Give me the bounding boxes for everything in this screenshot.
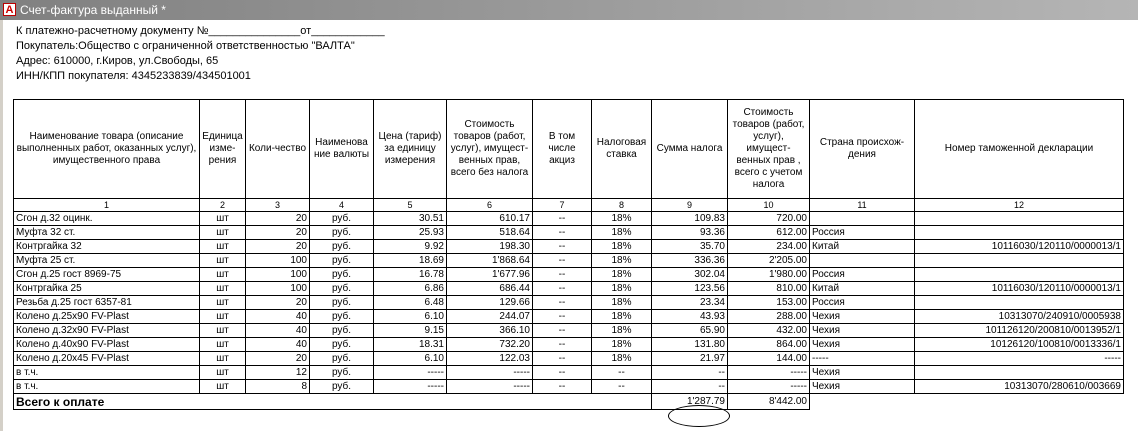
cell-customs-declaration[interactable]	[915, 268, 1124, 282]
highlight-circle	[668, 405, 730, 427]
cell-customs-declaration[interactable]	[915, 296, 1124, 310]
col-number: 7	[533, 199, 592, 212]
cell-customs-declaration[interactable]	[915, 226, 1124, 240]
cell-unit[interactable]: шт	[200, 240, 246, 254]
cell-cost-with-tax[interactable]: 234.00	[728, 240, 810, 254]
cell-country[interactable]: Чехия	[810, 324, 915, 338]
column-number-row	[14, 199, 1124, 212]
cell-customs-declaration[interactable]	[915, 366, 1124, 380]
cell-tax-sum[interactable]: 21.97	[652, 352, 728, 366]
col-header: Номер таможенной декларации	[915, 100, 1124, 199]
cell-country[interactable]: Китай	[810, 240, 915, 254]
cell-quantity[interactable]: 20	[246, 240, 310, 254]
col-number: 4	[310, 199, 374, 212]
cell-cost-with-tax[interactable]: 153.00	[728, 296, 810, 310]
col-header: Коли-чество	[246, 100, 310, 199]
cell-cost-without-tax[interactable]: 122.03	[447, 352, 533, 366]
col-header: Страна происхож-дения	[810, 100, 915, 199]
col-number: 3	[246, 199, 310, 212]
cell-item-name[interactable]: Муфта 32 ст.	[14, 226, 200, 240]
cell-tax-sum[interactable]: 336.36	[652, 254, 728, 268]
cell-cost-with-tax[interactable]: -----	[728, 380, 810, 394]
title-bar[interactable]	[0, 0, 1138, 20]
cell-item-name[interactable]: Колено д.25х90 FV-Plast	[14, 310, 200, 324]
table-row[interactable]	[14, 380, 1124, 394]
cell-unit[interactable]: шт	[200, 212, 246, 226]
document-area	[0, 20, 1138, 431]
cell-unit[interactable]: шт	[200, 338, 246, 352]
cell-currency[interactable]: руб.	[310, 296, 374, 310]
cell-country[interactable]: Россия	[810, 268, 915, 282]
cell-cost-without-tax[interactable]: 129.66	[447, 296, 533, 310]
cell-cost-without-tax[interactable]: 244.07	[447, 310, 533, 324]
cell-item-name[interactable]: Сгон д.32 оцинк.	[14, 212, 200, 226]
cell-excise[interactable]: --	[533, 366, 592, 380]
cell-price[interactable]: 30.51	[374, 212, 447, 226]
cell-cost-without-tax[interactable]: 366.10	[447, 324, 533, 338]
inn-kpp-line: ИНН/КПП покупателя: 4345233839/434501001	[16, 70, 251, 82]
cell-cost-with-tax[interactable]: 144.00	[728, 352, 810, 366]
cell-item-name[interactable]: Сгон д.25 гост 8969-75	[14, 268, 200, 282]
cell-excise[interactable]: --	[533, 310, 592, 324]
table-row[interactable]	[14, 240, 1124, 254]
col-number: 9	[652, 199, 728, 212]
window-left-border	[0, 20, 3, 431]
cell-cost-without-tax[interactable]: 610.17	[447, 212, 533, 226]
cell-excise[interactable]: --	[533, 296, 592, 310]
total-label: Всего к оплате	[14, 394, 652, 410]
cell-country[interactable]: Чехия	[810, 366, 915, 380]
cell-quantity[interactable]: 40	[246, 310, 310, 324]
table-row[interactable]	[14, 254, 1124, 268]
cell-price[interactable]: 18.69	[374, 254, 447, 268]
cell-quantity[interactable]: 12	[246, 366, 310, 380]
cell-cost-without-tax[interactable]: 686.44	[447, 282, 533, 296]
col-number: 12	[915, 199, 1124, 212]
cell-unit[interactable]: шт	[200, 254, 246, 268]
cell-item-name[interactable]: в т.ч.	[14, 366, 200, 380]
cell-excise[interactable]: --	[533, 324, 592, 338]
cell-cost-without-tax[interactable]: -----	[447, 366, 533, 380]
cell-quantity[interactable]: 20	[246, 212, 310, 226]
cell-unit[interactable]: шт	[200, 296, 246, 310]
table-header-row	[14, 100, 1124, 199]
invoice-table	[13, 99, 1124, 410]
cell-item-name[interactable]: Колено д.40х90 FV-Plast	[14, 338, 200, 352]
cell-currency[interactable]: руб.	[310, 310, 374, 324]
cell-unit[interactable]: шт	[200, 226, 246, 240]
cell-price[interactable]: -----	[374, 366, 447, 380]
cell-quantity[interactable]: 8	[246, 380, 310, 394]
cell-tax-sum[interactable]: 131.80	[652, 338, 728, 352]
col-header: Сумма налога	[652, 100, 728, 199]
cell-quantity[interactable]: 20	[246, 296, 310, 310]
cell-tax-sum[interactable]: 123.56	[652, 282, 728, 296]
cell-customs-declaration[interactable]: 10126120/100810/0013336/1	[915, 338, 1124, 352]
cell-customs-declaration[interactable]: 10116030/120110/0000013/1	[915, 240, 1124, 254]
cell-cost-without-tax[interactable]: 732.20	[447, 338, 533, 352]
cell-tax-sum[interactable]: 23.34	[652, 296, 728, 310]
cell-cost-with-tax[interactable]: -----	[728, 366, 810, 380]
cell-cost-without-tax[interactable]: -----	[447, 380, 533, 394]
cell-tax-rate[interactable]: 18%	[592, 310, 652, 324]
cell-customs-declaration[interactable]: 10313070/280610/003669	[915, 380, 1124, 394]
col-header: Наименование товара (описание выполненных работ, оказанных услуг), имущественного права	[14, 100, 200, 199]
cell-tax-sum[interactable]: 65.90	[652, 324, 728, 338]
app-icon: A	[3, 3, 16, 16]
cell-cost-with-tax[interactable]: 864.00	[728, 338, 810, 352]
cell-price[interactable]: 18.31	[374, 338, 447, 352]
cell-unit[interactable]: шт	[200, 310, 246, 324]
cell-currency[interactable]: руб.	[310, 282, 374, 296]
table-row[interactable]	[14, 296, 1124, 310]
address-line: Адрес: 610000, г.Киров, ул.Свободы, 65	[16, 55, 219, 67]
cell-item-name[interactable]: Колено д.20х45 FV-Plast	[14, 352, 200, 366]
cell-excise[interactable]: --	[533, 212, 592, 226]
cell-cost-without-tax[interactable]: 198.30	[447, 240, 533, 254]
cell-tax-rate[interactable]: 18%	[592, 282, 652, 296]
col-header: В том числе акциз	[533, 100, 592, 199]
cell-excise[interactable]: --	[533, 254, 592, 268]
cell-quantity[interactable]: 100	[246, 268, 310, 282]
cell-price[interactable]: 6.10	[374, 352, 447, 366]
cell-cost-with-tax[interactable]: 810.00	[728, 282, 810, 296]
col-number: 2	[200, 199, 246, 212]
cell-excise[interactable]: --	[533, 226, 592, 240]
cell-quantity[interactable]: 100	[246, 254, 310, 268]
cell-currency[interactable]: руб.	[310, 380, 374, 394]
cell-tax-rate[interactable]: --	[592, 380, 652, 394]
cell-country[interactable]: Чехия	[810, 310, 915, 324]
cell-tax-rate[interactable]: 18%	[592, 212, 652, 226]
cell-item-name[interactable]: Муфта 25 ст.	[14, 254, 200, 268]
document-header	[16, 24, 385, 84]
cell-tax-sum[interactable]: 302.04	[652, 268, 728, 282]
cell-tax-rate[interactable]: 18%	[592, 268, 652, 282]
cell-cost-with-tax[interactable]: 612.00	[728, 226, 810, 240]
col-header: Единица изме-рения	[200, 100, 246, 199]
cell-tax-rate[interactable]: 18%	[592, 338, 652, 352]
total-empty	[810, 394, 1124, 410]
cell-customs-declaration[interactable]: 10313070/240910/0005938	[915, 310, 1124, 324]
cell-customs-declaration[interactable]	[915, 254, 1124, 268]
col-header: Стоимость товаров (работ, услуг), имущест-венных прав, всего без налога	[447, 100, 533, 199]
cell-price[interactable]: 9.92	[374, 240, 447, 254]
cell-customs-declaration[interactable]: -----	[915, 352, 1124, 366]
cell-price[interactable]: 6.86	[374, 282, 447, 296]
cell-tax-sum[interactable]: 35.70	[652, 240, 728, 254]
cell-cost-with-tax[interactable]: 2'205.00	[728, 254, 810, 268]
cell-unit[interactable]: шт	[200, 380, 246, 394]
cell-excise[interactable]: --	[533, 268, 592, 282]
cell-currency[interactable]: руб.	[310, 254, 374, 268]
col-number: 10	[728, 199, 810, 212]
total-row	[14, 394, 1124, 410]
cell-cost-with-tax[interactable]: 432.00	[728, 324, 810, 338]
table-row[interactable]	[14, 352, 1124, 366]
cell-unit[interactable]: шт	[200, 268, 246, 282]
table-row[interactable]	[14, 268, 1124, 282]
window-title: Счет-фактура выданный *	[20, 3, 166, 17]
cell-country[interactable]: Китай	[810, 282, 915, 296]
table-row[interactable]	[14, 324, 1124, 338]
table-row[interactable]	[14, 366, 1124, 380]
cell-tax-sum[interactable]: --	[652, 366, 728, 380]
cell-country[interactable]: Чехия	[810, 380, 915, 394]
table-row[interactable]	[14, 226, 1124, 240]
cell-quantity[interactable]: 40	[246, 338, 310, 352]
cell-customs-declaration[interactable]: 101126120/200810/0013952/1	[915, 324, 1124, 338]
cell-item-name[interactable]: Колено д.32х90 FV-Plast	[14, 324, 200, 338]
cell-currency[interactable]: руб.	[310, 240, 374, 254]
col-header: Стоимость товаров (работ, услуг), имущест-венных прав , всего с учетом налога	[728, 100, 810, 199]
cell-quantity[interactable]: 20	[246, 226, 310, 240]
cell-cost-with-tax[interactable]: 1'980.00	[728, 268, 810, 282]
cell-tax-sum[interactable]: 93.36	[652, 226, 728, 240]
cell-item-name[interactable]: Контргайка 32	[14, 240, 200, 254]
cell-tax-rate[interactable]: 18%	[592, 254, 652, 268]
cell-country[interactable]: Россия	[810, 226, 915, 240]
cell-cost-with-tax[interactable]: 720.00	[728, 212, 810, 226]
table-row[interactable]	[14, 310, 1124, 324]
cell-currency[interactable]: руб.	[310, 226, 374, 240]
cell-currency[interactable]: руб.	[310, 338, 374, 352]
cell-unit[interactable]: шт	[200, 282, 246, 296]
col-number: 5	[374, 199, 447, 212]
cell-unit[interactable]: шт	[200, 352, 246, 366]
cell-currency[interactable]: руб.	[310, 366, 374, 380]
cell-tax-rate[interactable]: 18%	[592, 240, 652, 254]
buyer-line: Покупатель:Общество с ограниченной ответственностью "ВАЛТА"	[16, 40, 355, 52]
cell-tax-sum[interactable]: 43.93	[652, 310, 728, 324]
cell-country[interactable]: Чехия	[810, 338, 915, 352]
cell-customs-declaration[interactable]	[915, 212, 1124, 226]
cell-price[interactable]: 16.78	[374, 268, 447, 282]
cell-cost-with-tax[interactable]: 288.00	[728, 310, 810, 324]
payment-doc-line: К платежно-расчетному документу №_______________от____________	[16, 25, 385, 37]
cell-currency[interactable]: руб.	[310, 268, 374, 282]
cell-country[interactable]	[810, 254, 915, 268]
cell-country[interactable]: Россия	[810, 296, 915, 310]
cell-tax-sum[interactable]: 109.83	[652, 212, 728, 226]
cell-excise[interactable]: --	[533, 352, 592, 366]
cell-excise[interactable]: --	[533, 282, 592, 296]
cell-tax-rate[interactable]: 18%	[592, 352, 652, 366]
cell-tax-rate[interactable]: 18%	[592, 226, 652, 240]
col-header: Наименова ние валюты	[310, 100, 374, 199]
col-header: Налоговая ставка	[592, 100, 652, 199]
table-row[interactable]	[14, 338, 1124, 352]
cell-customs-declaration[interactable]: 10116030/120110/0000013/1	[915, 282, 1124, 296]
col-number: 1	[14, 199, 200, 212]
cell-tax-rate[interactable]: 18%	[592, 296, 652, 310]
cell-country[interactable]: -----	[810, 352, 915, 366]
cell-price[interactable]: -----	[374, 380, 447, 394]
col-number: 8	[592, 199, 652, 212]
cell-cost-without-tax[interactable]: 518.64	[447, 226, 533, 240]
cell-currency[interactable]: руб.	[310, 352, 374, 366]
cell-quantity[interactable]: 40	[246, 324, 310, 338]
table-row[interactable]	[14, 282, 1124, 296]
col-number: 6	[447, 199, 533, 212]
cell-excise[interactable]: --	[533, 240, 592, 254]
table-body	[14, 212, 1124, 394]
cell-excise[interactable]: --	[533, 338, 592, 352]
cell-price[interactable]: 6.10	[374, 310, 447, 324]
cell-price[interactable]: 25.93	[374, 226, 447, 240]
cell-cost-without-tax[interactable]: 1'868.64	[447, 254, 533, 268]
cell-excise[interactable]: --	[533, 380, 592, 394]
cell-item-name[interactable]: в т.ч.	[14, 380, 200, 394]
cell-currency[interactable]: руб.	[310, 212, 374, 226]
cell-unit[interactable]: шт	[200, 324, 246, 338]
total-tax-sum[interactable]: 1'287.79	[652, 394, 728, 410]
cell-item-name[interactable]: Резьба д.25 гост 6357-81	[14, 296, 200, 310]
cell-cost-without-tax[interactable]: 1'677.96	[447, 268, 533, 282]
total-grand-sum[interactable]: 8'442.00	[728, 394, 810, 410]
col-number: 11	[810, 199, 915, 212]
col-header: Цена (тариф) за единицу измерения	[374, 100, 447, 199]
cell-tax-rate[interactable]: 18%	[592, 324, 652, 338]
cell-price[interactable]: 6.48	[374, 296, 447, 310]
cell-tax-rate[interactable]: --	[592, 366, 652, 380]
cell-price[interactable]: 9.15	[374, 324, 447, 338]
cell-tax-sum[interactable]: --	[652, 380, 728, 394]
cell-quantity[interactable]: 20	[246, 352, 310, 366]
cell-country[interactable]	[810, 212, 915, 226]
cell-quantity[interactable]: 100	[246, 282, 310, 296]
table-row[interactable]	[14, 212, 1124, 226]
cell-currency[interactable]: руб.	[310, 324, 374, 338]
cell-unit[interactable]: шт	[200, 366, 246, 380]
cell-item-name[interactable]: Контргайка 25	[14, 282, 200, 296]
